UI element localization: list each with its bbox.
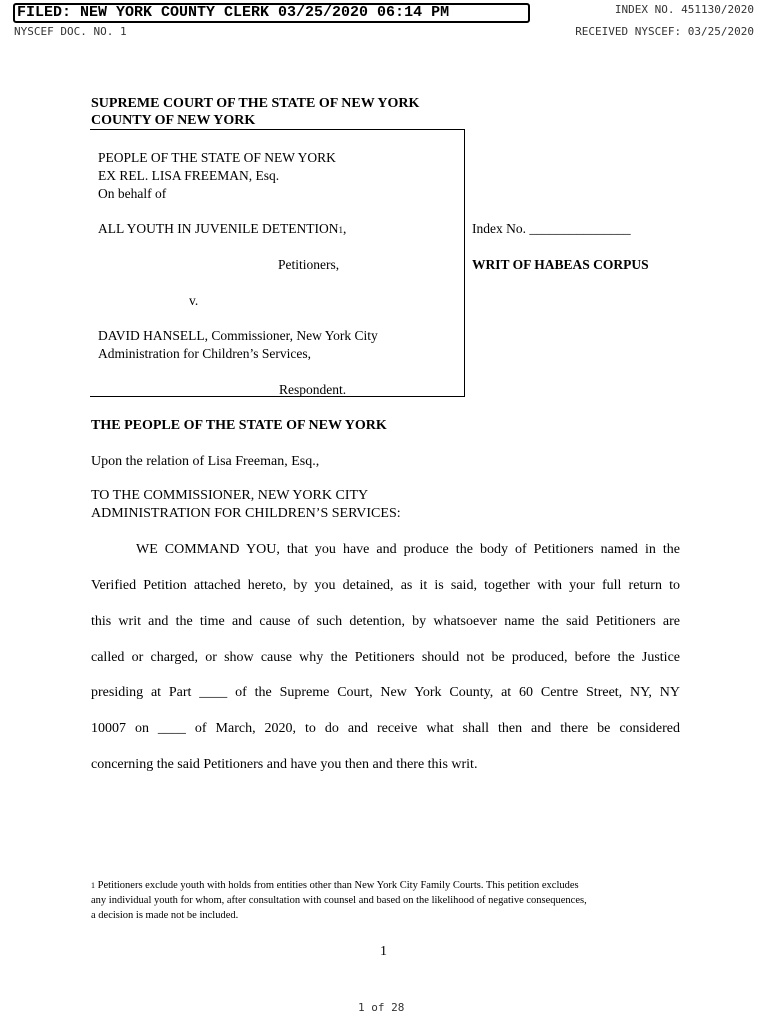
paragraph-line: Verified Petition attached hereto, by you detained, as it is said, together with your full return to: [91, 578, 680, 593]
paragraph-line: presiding at Part ____ of the Supreme Court, New York County, at 60 Centre Street, NY, NY: [91, 685, 680, 700]
caption-respondent: Respondent.: [279, 382, 347, 397]
caption-people-line2: EX REL. LISA FREEMAN, Esq.: [98, 168, 280, 183]
caption-youth-comma: ,: [342, 221, 347, 236]
footnote-line3: a decision is made not be included.: [91, 910, 239, 921]
people-heading: THE PEOPLE OF THE STATE OF NEW YORK: [91, 418, 387, 433]
paragraph-line: concerning the said Petitioners and have you then and there this writ.: [91, 757, 478, 772]
footnote-reference: 1: [338, 225, 343, 235]
addressee-line1: TO THE COMMISSIONER, NEW YORK CITY: [91, 488, 369, 503]
caption-versus: v.: [189, 293, 199, 308]
page-count: 1 of 28: [358, 1001, 405, 1014]
caption-petitioners: Petitioners,: [278, 257, 340, 272]
court-name: SUPREME COURT OF THE STATE OF NEW YORK: [91, 96, 420, 111]
index-number-field: Index No. _______________: [472, 221, 631, 236]
county-name: COUNTY OF NEW YORK: [91, 113, 256, 128]
footnote-mark: 1: [91, 881, 95, 890]
paragraph-line: 10007 on ____ of March, 2020, to do and receive what shall then and there be considered: [91, 721, 680, 736]
paragraph-line: this writ and the time and cause of such detention, by whatsoever name the said Petitioners are: [91, 614, 680, 629]
paragraph-line: called or charged, or show cause why the Petitioners should not be produced, before the Justice: [91, 650, 680, 665]
caption-on-behalf: On behalf of: [98, 186, 167, 201]
filed-stamp: FILED: NEW YORK COUNTY CLERK 03/25/2020 06:14 PM: [13, 3, 530, 23]
document-title: WRIT OF HABEAS CORPUS: [472, 257, 649, 272]
index-number: INDEX NO. 451130/2020: [614, 3, 754, 16]
nyscef-doc-number: NYSCEF DOC. NO. 1: [14, 25, 127, 38]
addressee-line2: ADMINISTRATION FOR CHILDREN’S SERVICES:: [91, 506, 401, 521]
caption-respondent-line1: DAVID HANSELL, Commissioner, New York City: [98, 328, 378, 343]
caption-respondent-line2: Administration for Children’s Services,: [98, 346, 311, 361]
paragraph-line: WE COMMAND YOU, that you have and produce the body of Petitioners named in the: [136, 542, 680, 557]
relation-line: Upon the relation of Lisa Freeman, Esq.,: [91, 454, 320, 469]
page-number: 1: [380, 944, 387, 959]
caption-people-line1: PEOPLE OF THE STATE OF NEW YORK: [98, 150, 336, 165]
footnote-line2: any individual youth for whom, after consultation with counsel and based on the likelihood of negative consequences,: [91, 895, 587, 906]
caption-youth: [98, 220, 346, 239]
footnote-line1: [91, 879, 579, 893]
caption-youth-text: ALL YOUTH IN JUVENILE DETENTION: [98, 221, 339, 236]
footnote-text: Petitioners exclude youth with holds from entities other than New York City Family Courts. This petition excludes: [95, 880, 579, 891]
received-date: RECEIVED NYSCEF: 03/25/2020: [575, 25, 754, 38]
